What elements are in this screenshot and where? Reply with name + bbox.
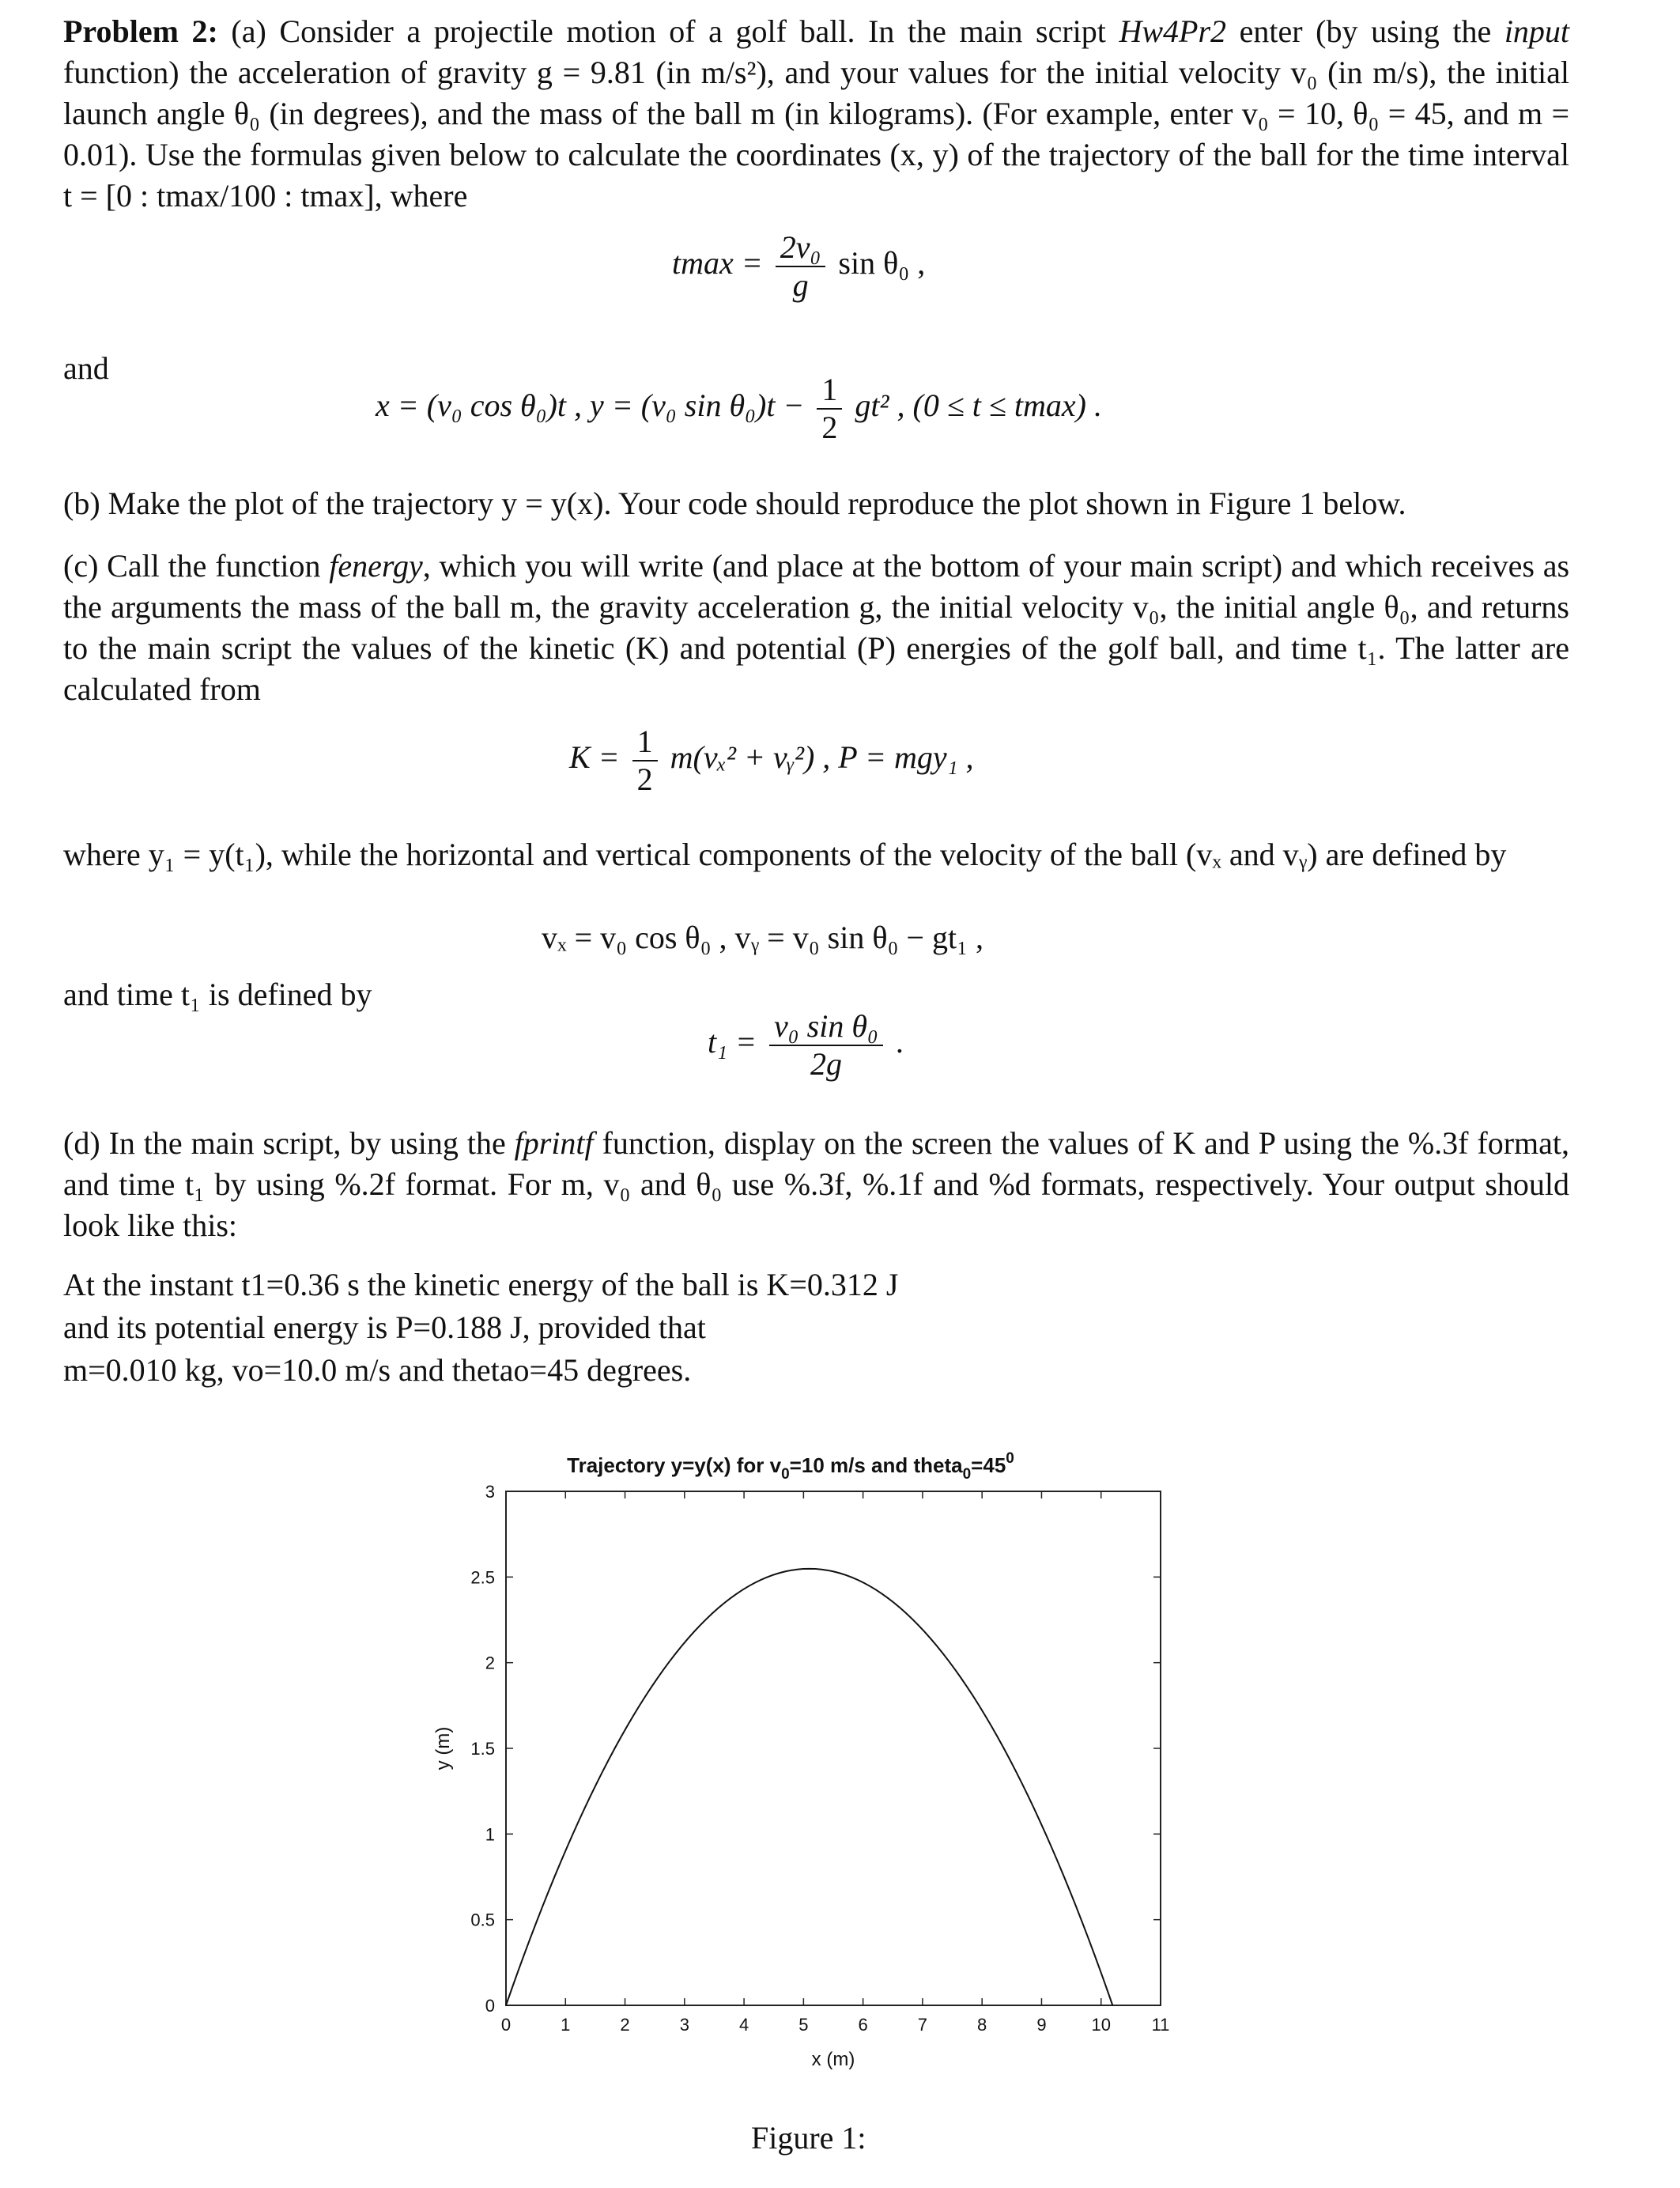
y-tick-label: 0 bbox=[485, 1996, 495, 2016]
part-d-text-2: function, display on the screen the values of K and P using the %.3f format, and time t₁ by using %.2f format. For m, v₀ and θ₀ use %.3f, %.1f and %d formats, respectively. Your output should look like this: bbox=[63, 1125, 1570, 1243]
y-tick-label: 0.5 bbox=[470, 1910, 495, 1930]
script-name: Hw4Pr2 bbox=[1119, 13, 1227, 49]
t1-end: . bbox=[895, 1024, 904, 1060]
energy-rhs: m(vₓ² + vᵧ²) , P = mgy₁ , bbox=[670, 739, 974, 776]
fenergy-function-name: fenergy bbox=[329, 548, 423, 584]
part-c-text-2: , which you will write (and place at the bottom of your main script) and which receives as the arguments the mass of the ball m, the gravity acceleration g, the initial velocity v₀, the initial angle θ₀, and returns to the main script the values of the kinetic (K) and potential (P) energies of the golf ball, and time t₁. The latter are calculated from bbox=[63, 548, 1570, 707]
y-tick-label: 2.5 bbox=[470, 1567, 495, 1588]
problem-label: Problem 2: bbox=[63, 13, 218, 49]
tmax-numerator: 2v₀ bbox=[776, 229, 826, 267]
tmax-lhs: tmax = bbox=[672, 245, 763, 282]
x-tick-label: 0 bbox=[500, 2015, 512, 2035]
part-a-text-1: (a) Consider a projectile motion of a golf ball. In the main script bbox=[231, 13, 1106, 49]
y-tick-label: 3 bbox=[485, 1482, 495, 1502]
xy-half-numerator: 1 bbox=[817, 372, 842, 410]
part-b-paragraph: (b) Make the plot of the trajectory y = y(x). Your code should reproduce the plot shown in Figure 1 below. bbox=[63, 486, 1406, 521]
x-tick-label: 11 bbox=[1151, 2015, 1170, 2035]
xy-eq-part-2: gt² , (0 ≤ t ≤ tmax) . bbox=[855, 387, 1102, 424]
tmax-denominator: g bbox=[792, 267, 809, 303]
t1-lhs: t₁ = bbox=[708, 1024, 757, 1060]
output-line: m=0.010 kg, vo=10.0 m/s and thetao=45 degrees. bbox=[63, 1352, 692, 1388]
t1-numerator: v₀ sin θ₀ bbox=[769, 1008, 883, 1046]
output-line: At the instant t1=0.36 s the kinetic energy of the ball is K=0.312 J bbox=[63, 1267, 899, 1302]
trajectory-line bbox=[506, 1569, 1112, 2005]
energy-lhs: K = bbox=[569, 739, 620, 776]
x-tick-label: 7 bbox=[917, 2015, 928, 2035]
x-tick-label: 8 bbox=[977, 2015, 987, 2035]
y-tick-label: 1.5 bbox=[470, 1739, 495, 1759]
output-line: and its potential energy is P=0.188 J, provided that bbox=[63, 1309, 706, 1345]
x-tick-label: 6 bbox=[858, 2015, 868, 2035]
input-keyword: input bbox=[1504, 13, 1570, 49]
and-word: and bbox=[63, 350, 109, 386]
x-tick-label: 9 bbox=[1036, 2015, 1047, 2035]
x-tick-label: 2 bbox=[620, 2015, 630, 2035]
x-tick-label: 3 bbox=[679, 2015, 689, 2035]
figure-caption: Figure 1: bbox=[751, 2120, 866, 2156]
fprintf-function-name: fprintf bbox=[514, 1125, 594, 1161]
part-c-text-1: (c) Call the function bbox=[63, 548, 321, 584]
y-axis-label: y (m) bbox=[432, 1726, 454, 1770]
tmax-rhs: sin θ₀ , bbox=[838, 245, 926, 282]
where-paragraph: where y₁ = y(t₁), while the horizontal and vertical components of the velocity of the ball (vₓ and vᵧ) are defined by bbox=[63, 837, 1507, 872]
energy-half-denominator: 2 bbox=[636, 761, 653, 797]
xy-eq-part-1: x = (v₀ cos θ₀)t , y = (v₀ sin θ₀)t − bbox=[376, 387, 805, 424]
chart-title: Trajectory y=y(x) for $v_0=10$ m/s and $theta_0=45^0$ bbox=[567, 1450, 1014, 1483]
x-tick-label: 4 bbox=[738, 2015, 749, 2035]
t1-denominator: 2g bbox=[810, 1046, 842, 1082]
y-tick-label: 2 bbox=[485, 1653, 495, 1673]
energy-half-numerator: 1 bbox=[632, 724, 658, 761]
velocity-equation: vₓ = v₀ cos θ₀ , vᵧ = v₀ sin θ₀ − gt₁ , bbox=[542, 920, 984, 955]
xy-half-denominator: 2 bbox=[821, 410, 838, 445]
plot-area bbox=[506, 1491, 1161, 2005]
x-tick-label: 5 bbox=[798, 2015, 809, 2035]
part-d-text-1: (d) In the main script, by using the bbox=[63, 1125, 506, 1161]
x-axis-label: x (m) bbox=[811, 2049, 855, 2070]
t1-intro-text: and time t₁ is defined by bbox=[63, 977, 372, 1012]
y-tick-label: 1 bbox=[485, 1824, 495, 1845]
x-tick-label: 10 bbox=[1091, 2015, 1111, 2035]
part-a-text-3: function) the acceleration of gravity g = 9.81 (in m/s²), and your values for the initial velocity v₀ (in m/s), the initial launch angle θ₀ (in degrees), and the mass of the ball m (in kilograms). (For example, enter v₀ = 10, θ₀ = 45, and m = 0.01). Use the formulas given below to calculate the coordinates (x, y) of the trajectory of the ball for the time interval t = [0 : tmax/100 : tmax], where bbox=[63, 55, 1569, 214]
x-tick-label: 1 bbox=[561, 2015, 571, 2035]
part-a-text-2: enter (by using the bbox=[1239, 13, 1492, 49]
